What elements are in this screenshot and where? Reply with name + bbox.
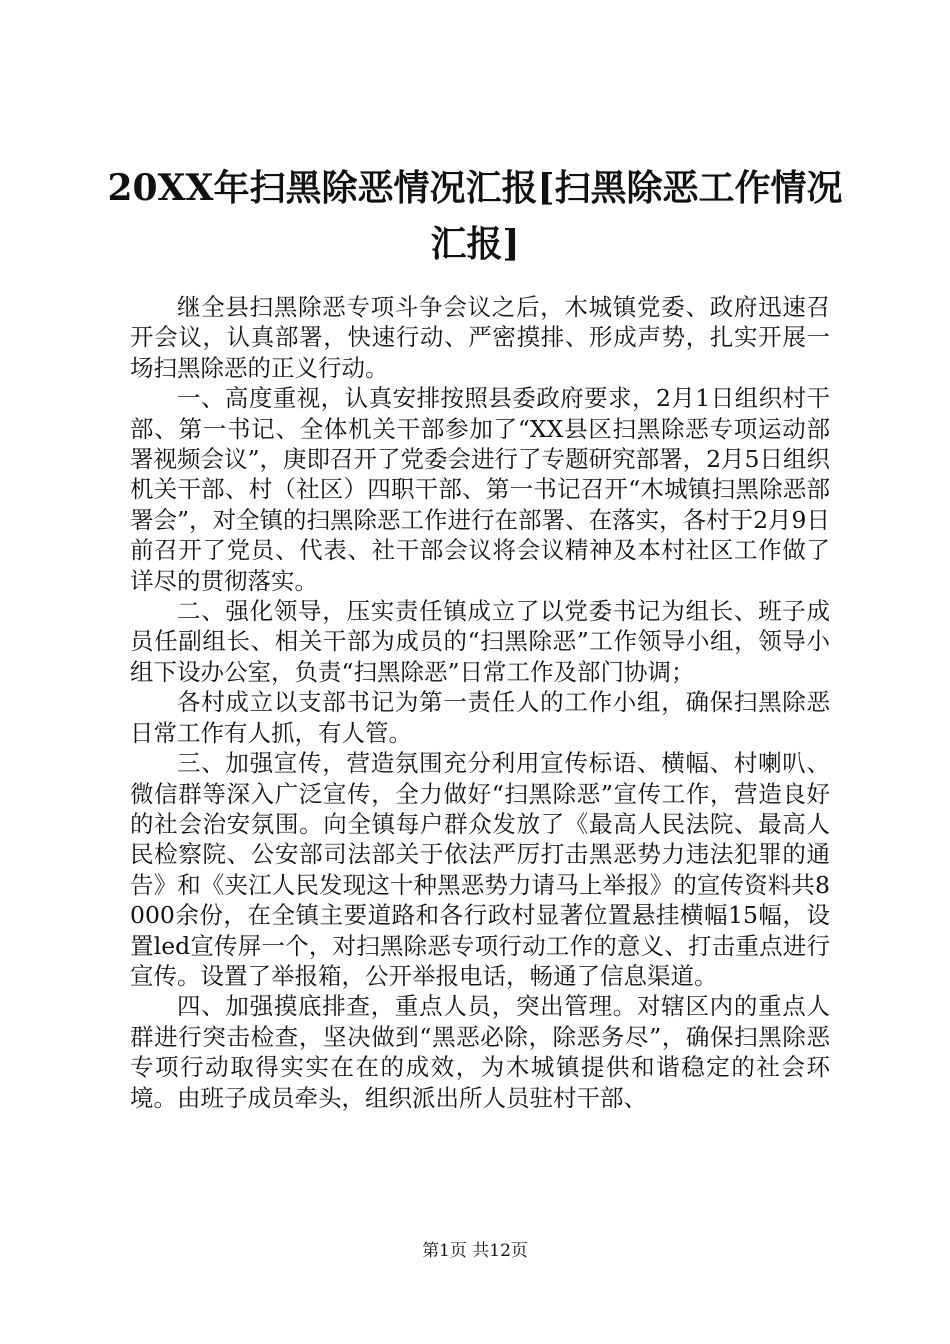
document-body bbox=[130, 292, 830, 1113]
page-footer: 第1页 共12页 bbox=[422, 1241, 528, 1261]
paragraph-section-2-village: 各村成立以支部书记为第一责任人的工作小组，确保扫黑除恶日常工作有人抓，有人管。 bbox=[130, 688, 830, 747]
paragraph-section-2: 二、强化领导，压实责任镇成立了以党委书记为组长、班子成员任副组长、相关干部为成员的“扫黑除恶”工作领导小组，领导小组下设办公室，负责“扫黑除恶”日常工作及部门协调； bbox=[130, 597, 830, 686]
document-title: 20XX年扫黑除恶情况汇报[扫黑除恶工作情况汇报] bbox=[107, 167, 843, 265]
paragraph-section-3: 三、加强宣传，营造氛围充分利用宣传标语、横幅、村喇叭、微信群等深入广泛宣传，全力做好“扫黑除恶”宣传工作，营造良好的社会治安氛围。向全镇每户群众发放了《最高人民法院、最高人民检察院、公安部司法部关于依法严厉打击黑恶势力违法犯罪的通告》和《夹江人民发现这十种黑恶势力请马上举报》的宣传资料共8000余份，在全镇主要道路和各行政村显著位置悬挂横幅15幅，设置led宣传屏一个，对扫黑除恶专项行动工作的意义、打击重点进行宣传。设置了举报箱，公开举报电话，畅通了信息渠道。 bbox=[130, 749, 830, 990]
paragraph-section-1: 一、高度重视，认真安排按照县委政府要求，2月1日组织村干部、第一书记、全体机关干部参加了“XX县区扫黑除恶专项运动部署视频会议”，庚即召开了党委会进行了专题研究部署，2月5日组织机关干部、村（社区）四职干部、第一书记召开“木城镇扫黑除恶部署会”，对全镇的扫黑除恶工作进行在部署、在落实，各村于2月9日前召开了党员、代表、社干部会议将会议精神及本村社区工作做了详尽的贯彻落实。 bbox=[130, 384, 830, 595]
paragraph-section-4: 四、加强摸底排查，重点人员，突出管理。对辖区内的重点人群进行突击检查，坚决做到“黑恶必除，除恶务尽”，确保扫黑除恶专项行动取得实实在在的成效，为木城镇提供和谐稳定的社会环境。由班子成员牵头，组织派出所人员驻村干部、 bbox=[130, 992, 830, 1112]
paragraph-intro: 继全县扫黑除恶专项斗争会议之后，木城镇党委、政府迅速召开会议，认真部署，快速行动、严密摸排、形成声势，扎实开展一场扫黑除恶的正义行动。 bbox=[130, 293, 830, 382]
